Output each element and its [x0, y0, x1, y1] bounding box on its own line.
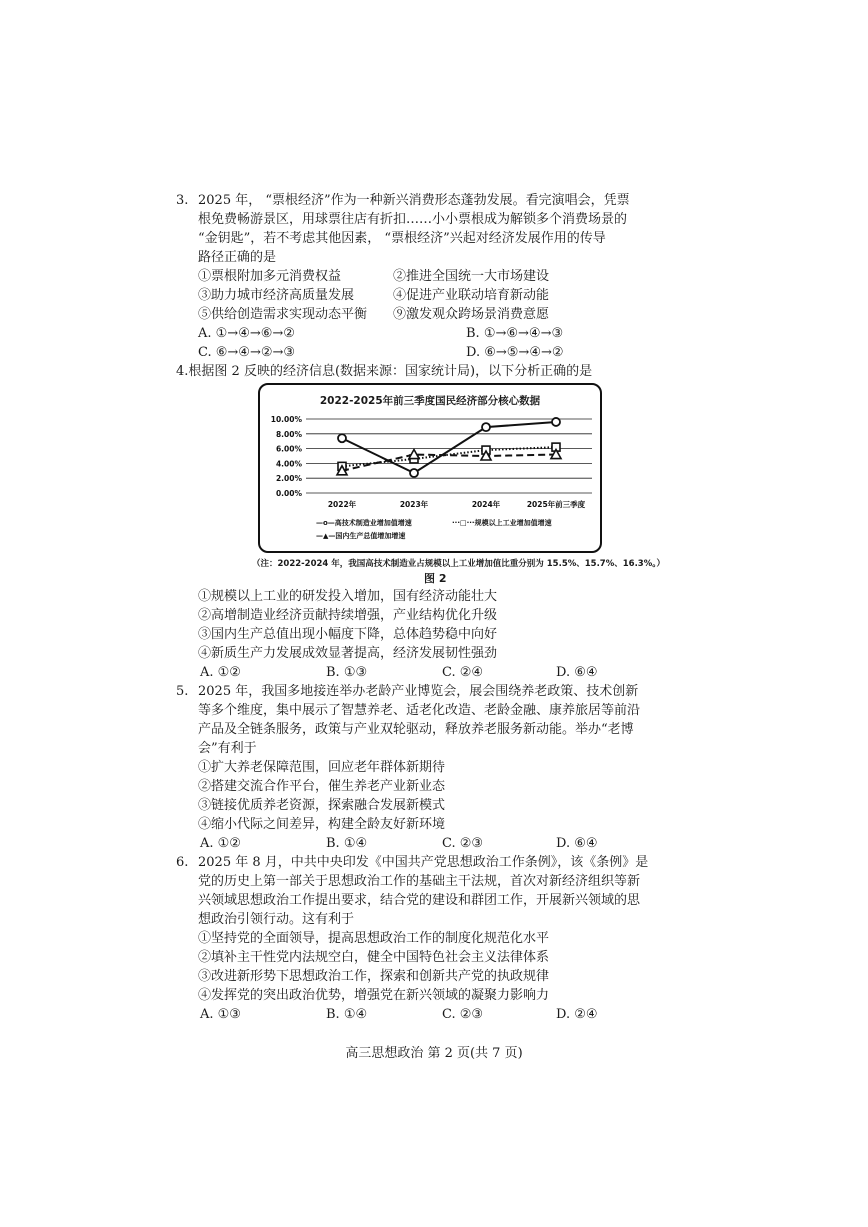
q6-stem-line-2: 党的历史上第一部关于思想政治工作的基础主干法规，首次对新经济组织等新 — [198, 874, 641, 889]
data-point — [482, 423, 490, 431]
q6-choice-c[interactable]: C. ②③ — [442, 1007, 484, 1022]
q4-stem: 4.根据图 2 反映的经济信息(数据来源：国家统计局)，以下分析正确的是 — [176, 364, 593, 379]
y-tick-label: 10.00% — [270, 415, 302, 424]
q3-item-1: ①票根附加多元消费权益 — [198, 269, 342, 284]
q3-number: 3. — [176, 193, 189, 208]
chart-note: （注：2022-2024 年，我国高技术制造业占规模以上工业增加值比重分别为 15.5%、15.7%、16.3%。） — [252, 559, 665, 569]
x-tick-label: 2024年 — [471, 500, 501, 509]
q6-item-3: ③改进新形势下思想政治工作，探索和创新共产党的执政规律 — [198, 969, 550, 984]
q6-stem-line-1: 2025 年 8 月，中共中央印发《中国共产党思想政治工作条例》，该《条例》是 — [198, 855, 649, 870]
q3-choice-d[interactable]: D. ⑥→⑤→④→② — [466, 345, 564, 360]
chart-frame — [258, 383, 602, 553]
q3-stem-line-1: 2025 年， “票根经济”作为一种新兴消费形态蓬勃发展。看完演唱会，凭票 — [198, 193, 630, 208]
q5-choice-d[interactable]: D. ⑥④ — [556, 836, 598, 851]
q3-item-2: ②推进全国统一大市场建设 — [393, 269, 550, 284]
q5-choice-c[interactable]: C. ②③ — [442, 836, 484, 851]
q3-choice-a[interactable]: A. ①→④→⑥→② — [198, 326, 295, 341]
q4-choice-a[interactable]: A. ①② — [200, 665, 241, 680]
q5-choice-a[interactable]: A. ①② — [200, 836, 241, 851]
q5-stem-line-1: 2025 年，我国多地接连举办老龄产业博览会，展会围绕养老政策、技术创新 — [198, 684, 639, 699]
y-tick-label: 2.00% — [275, 474, 302, 484]
q5-stem-line-2: 等多个维度，集中展示了智慧养老、适老化改造、老龄金融、康养旅居等前沿 — [198, 703, 641, 718]
y-tick-label: 8.00% — [275, 429, 302, 439]
legend-entry: —o—高技术制造业增加值增速 — [316, 519, 412, 527]
x-tick-label: 2023年 — [399, 500, 429, 509]
y-tick-label: 4.00% — [275, 459, 302, 469]
q6-item-4: ④发挥党的突出政治优势，增强党在新兴领域的凝聚力影响力 — [198, 988, 550, 1003]
q4-choice-d[interactable]: D. ⑥④ — [556, 665, 598, 680]
q4-item-4: ④新质生产力发展成效显著提高，经济发展韧性强劲 — [198, 646, 498, 661]
figure-caption: 图 2 — [424, 572, 447, 585]
x-tick-label: 2025年前三季度 — [526, 500, 586, 509]
q5-stem-line-3: 产品及全链条服务，政策与产业双轮驱动，释放养老服务新动能。举办“老博 — [198, 722, 634, 737]
q6-choice-a[interactable]: A. ①③ — [200, 1007, 241, 1022]
q6-item-1: ①坚持党的全面领导，提高思想政治工作的制度化规范化水平 — [198, 931, 550, 946]
q3-item-4: ④促进产业联动培育新动能 — [393, 288, 550, 303]
q6-item-2: ②填补主干性党内法规空白，健全中国特色社会主义法律体系 — [198, 950, 550, 965]
page-footer: 高三思想政治 第 2 页(共 7 页) — [345, 1046, 523, 1061]
q3-choice-c[interactable]: C. ⑥→④→②→③ — [198, 345, 296, 360]
q4-choice-c[interactable]: C. ②④ — [442, 665, 484, 680]
q4-item-1: ①规模以上工业的研发投入增加，国有经济动能壮大 — [198, 589, 498, 604]
y-tick-label: 6.00% — [275, 444, 302, 454]
series-line — [342, 455, 556, 471]
q6-number: 6. — [176, 855, 189, 870]
q5-stem-line-4: 会”有利于 — [198, 741, 257, 756]
q5-item-1: ①扩大养老保障范围，回应老年群体新期待 — [198, 760, 446, 775]
line-chart — [260, 385, 600, 551]
q4-item-2: ②高增制造业经济贡献持续增强，产业结构优化升级 — [198, 608, 498, 623]
q3-stem-line-2: 根免费畅游景区，用球票往店有折扣……小小票根成为解锁多个消费场景的 — [198, 212, 628, 227]
q3-choice-b[interactable]: B. ①→⑥→④→③ — [466, 326, 564, 341]
q6-stem-line-3: 兴领域思想政治工作提出要求，结合党的建设和群团工作，开展新兴领域的思 — [198, 893, 641, 908]
q5-item-3: ③链接优质养老资源，探索融合发展新模式 — [198, 798, 446, 813]
q5-choice-b[interactable]: B. ①④ — [326, 836, 368, 851]
chart-title: 2022-2025年前三季度国民经济部分核心数据 — [319, 395, 541, 407]
data-point — [410, 469, 418, 477]
q3-item-5: ⑤供给创造需求实现动态平衡 — [198, 307, 368, 322]
q5-number: 5. — [176, 684, 189, 699]
q3-stem-line-4: 路径正确的是 — [198, 250, 277, 265]
legend-entry: ···□···规模以上工业增加值增速 — [452, 519, 552, 527]
q4-item-3: ③国内生产总值出现小幅度下降，总体趋势稳中向好 — [198, 627, 498, 642]
data-point — [552, 418, 560, 426]
x-tick-label: 2022年 — [327, 500, 357, 509]
data-point — [338, 434, 346, 442]
q6-choice-d[interactable]: D. ②④ — [556, 1007, 598, 1022]
q3-item-6: ⑨激发观众跨场景消费意愿 — [393, 307, 550, 322]
q6-stem-line-4: 想政治引领行动。这有利于 — [198, 912, 355, 927]
q3-item-3: ③助力城市经济高质量发展 — [198, 288, 355, 303]
q3-stem-line-3: “金钥匙”，若不考虑其他因素， “票根经济”兴起对经济发展作用的传导 — [198, 231, 606, 246]
q6-choice-b[interactable]: B. ①④ — [326, 1007, 368, 1022]
q5-item-4: ④缩小代际之间差异，构建全龄友好新环境 — [198, 817, 446, 832]
legend-entry: —▲—国内生产总值增加增速 — [316, 532, 406, 540]
q4-choice-b[interactable]: B. ①③ — [326, 665, 368, 680]
q5-item-2: ②搭建交流合作平台，催生养老产业新业态 — [198, 779, 446, 794]
y-tick-label: 0.00% — [275, 489, 302, 498]
